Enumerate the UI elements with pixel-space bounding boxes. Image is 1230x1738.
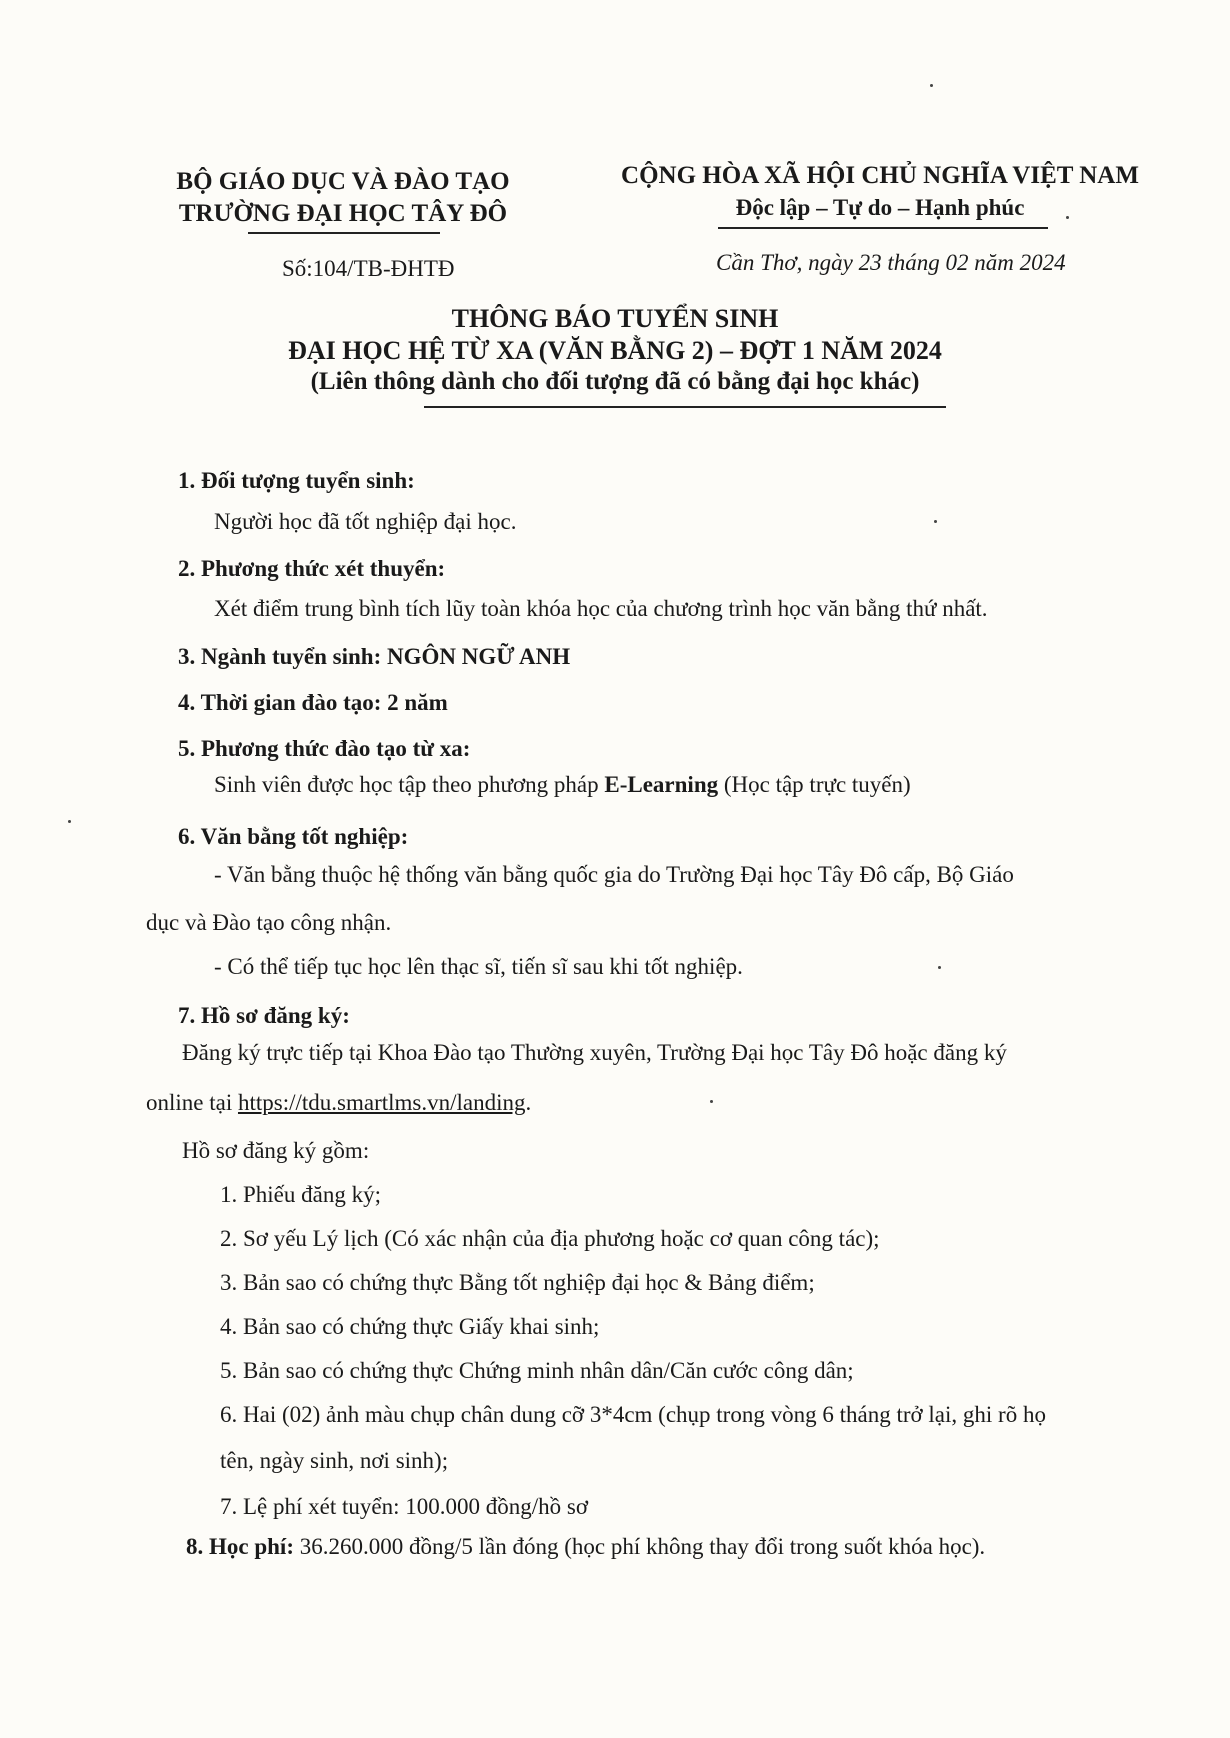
scan-speck — [938, 966, 941, 969]
section-6-line-1: - Văn bằng thuộc hệ thống văn bằng quốc gia do Trường Đại học Tây Đô cấp, Bộ Giáo — [214, 862, 1014, 887]
motto-underline — [718, 227, 1048, 229]
list-item: 3. Bản sao có chứng thực Bằng tốt nghiệp đại học & Bảng điểm; — [220, 1270, 815, 1295]
section-6-line-2: dục và Đào tạo công nhận. — [146, 910, 392, 935]
section-2-body: Xét điểm trung bình tích lũy toàn khóa học của chương trình học văn bằng thứ nhất. — [214, 596, 988, 621]
ministry-name: BỘ GIÁO DỤC VÀ ĐÀO TẠO — [176, 168, 510, 195]
section-3-heading: 3. Ngành tuyển sinh: NGÔN NGỮ ANH — [178, 644, 571, 669]
scan-speck — [710, 1100, 713, 1103]
school-underline — [248, 232, 440, 234]
registration-link[interactable]: https://tdu.smartlms.vn/landing — [237, 1090, 526, 1115]
notice-scope: (Liên thông dành cho đối tượng đã có bằng đại học khác) — [310, 368, 920, 395]
document-number: Số:104/TB-ĐHTĐ — [282, 256, 455, 281]
list-item: 6. Hai (02) ảnh màu chụp chân dung cỡ 3*4cm (chụp trong vòng 6 tháng trở lại, ghi rõ họ — [220, 1402, 1046, 1427]
e-learning-term: E-Learning — [604, 772, 719, 797]
section-1-heading: 1. Đối tượng tuyển sinh: — [178, 468, 415, 493]
section-7-line-2-end: . — [525, 1090, 532, 1115]
notice-title: THÔNG BÁO TUYỂN SINH — [451, 304, 779, 333]
scan-speck — [68, 820, 71, 823]
scan-speck — [930, 84, 933, 87]
section-5-body — [214, 772, 911, 798]
section-8-heading: 8. Học phí: — [186, 1534, 294, 1559]
list-item: 1. Phiếu đăng ký; — [220, 1182, 381, 1207]
document-list-intro: Hồ sơ đăng ký gồm: — [182, 1138, 370, 1163]
list-item: 7. Lệ phí xét tuyển: 100.000 đồng/hồ sơ — [220, 1494, 588, 1519]
section-1-body: Người học đã tốt nghiệp đại học. — [214, 509, 517, 534]
section-4-heading: 4. Thời gian đào tạo: 2 năm — [178, 690, 448, 715]
section-7-line-1: Đăng ký trực tiếp tại Khoa Đào tạo Thường xuyên, Trường Đại học Tây Đô hoặc đăng ký — [182, 1040, 1007, 1065]
place-and-date: Cần Thơ, ngày 23 tháng 02 năm 2024 — [716, 250, 1066, 275]
section-7-online-prefix: online tại — [146, 1090, 238, 1115]
section-6-heading: 6. Văn bằng tốt nghiệp: — [178, 824, 409, 849]
section-6-line-3: - Có thể tiếp tục học lên thạc sĩ, tiến sĩ sau khi tốt nghiệp. — [214, 954, 743, 979]
section-5-body-post: (Học tập trực tuyến) — [718, 772, 911, 797]
notice-subtitle: ĐẠI HỌC HỆ TỪ XA (VĂN BẰNG 2) – ĐỢT 1 NĂM 2024 — [288, 336, 942, 365]
section-5-heading: 5. Phương thức đào tạo từ xa: — [178, 736, 471, 761]
national-motto: Độc lập – Tự do – Hạnh phúc — [735, 195, 1025, 220]
scan-speck — [934, 520, 937, 523]
section-2-heading: 2. Phương thức xét thuyển: — [178, 556, 446, 581]
section-5-body-pre: Sinh viên được học tập theo phương pháp — [214, 772, 605, 797]
list-item-continued: tên, ngày sinh, nơi sinh); — [220, 1448, 449, 1473]
list-item: 5. Bản sao có chứng thực Chứng minh nhân dân/Căn cước công dân; — [220, 1358, 854, 1383]
list-item: 4. Bản sao có chứng thực Giấy khai sinh; — [220, 1314, 600, 1339]
title-underline — [424, 406, 946, 408]
scan-speck — [1066, 216, 1069, 219]
section-8-body: 36.260.000 đồng/5 lần đóng (học phí không thay đổi trong suốt khóa học). — [293, 1534, 986, 1559]
section-7-heading: 7. Hồ sơ đăng ký: — [178, 1003, 350, 1028]
country-name: CỘNG HÒA XÃ HỘI CHỦ NGHĨA VIỆT NAM — [621, 162, 1139, 189]
section-7-line-2 — [146, 1090, 531, 1116]
list-item: 2. Sơ yếu Lý lịch (Có xác nhận của địa phương hoặc cơ quan công tác); — [220, 1226, 880, 1251]
section-8-line — [186, 1534, 985, 1560]
school-name: TRƯỜNG ĐẠI HỌC TÂY ĐÔ — [178, 200, 508, 227]
